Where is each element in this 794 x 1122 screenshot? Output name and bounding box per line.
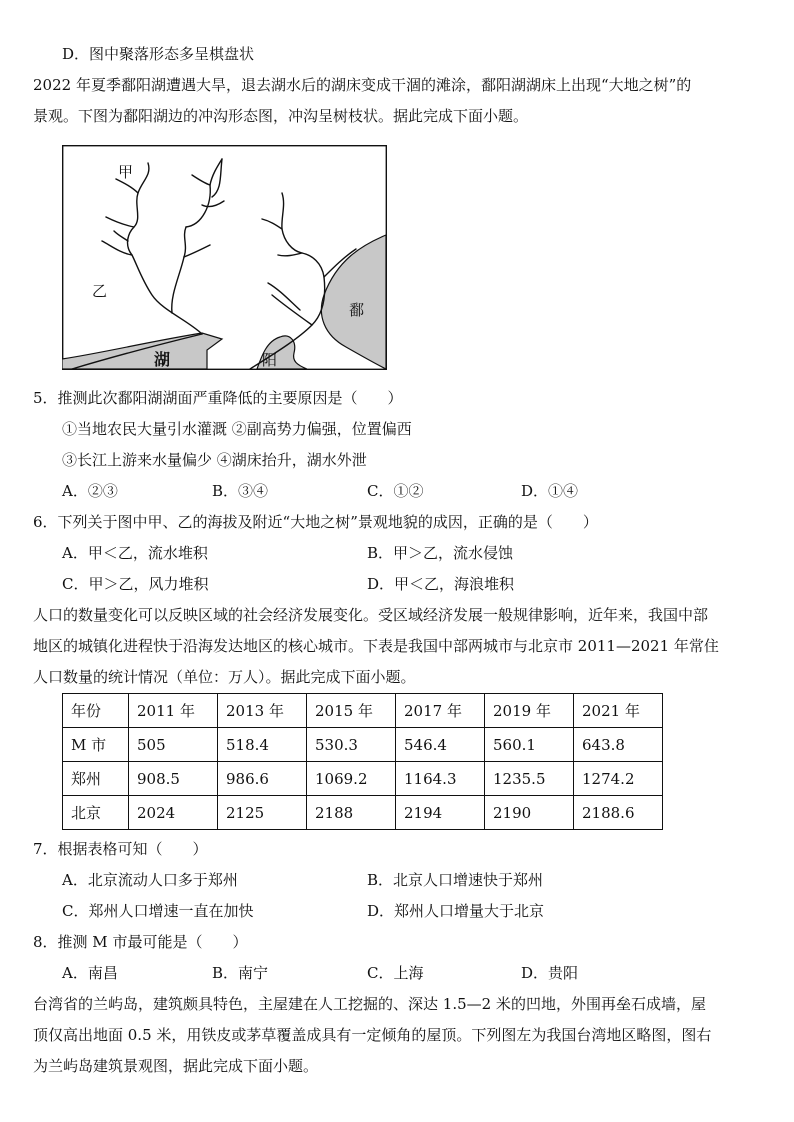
map-label-yi: 乙: [92, 282, 108, 300]
table-cell: 643.8: [574, 728, 663, 762]
table-cell: 2125: [218, 796, 307, 830]
q6-option-a[interactable]: A．甲＜乙，流水堆积: [62, 544, 208, 562]
passage-1-line-1: 2022 年夏季鄱阳湖遭遇大旱，退去湖水后的湖床变成干涸的滩涂，鄱阳湖湖床上出现“大地之树”的: [33, 76, 692, 94]
gully-map: [62, 145, 387, 370]
q7-option-d[interactable]: D．郑州人口增量大于北京: [367, 902, 545, 920]
map-label-hu: 湖: [154, 350, 171, 369]
population-table: [62, 693, 663, 830]
q7-option-c[interactable]: C．郑州人口增速一直在加快: [62, 902, 254, 920]
q8-option-a[interactable]: A．南昌: [62, 964, 118, 982]
question-6: 6．下列关于图中甲、乙的海拔及附近“大地之树”景观地貌的成因，正确的是（ ）: [33, 513, 598, 531]
map-label-jia: 甲: [118, 163, 134, 181]
map-label-yang: 阳: [262, 351, 278, 369]
passage-3-line-3: 为兰屿岛建筑景观图，据此完成下面小题。: [33, 1057, 319, 1075]
table-cell: 2190: [485, 796, 574, 830]
passage-2-line-1: 人口的数量变化可以反映区域的社会经济发展变化。受区域经济发展一般规律影响，近年来，我国中部: [33, 606, 709, 624]
q7-option-a[interactable]: A．北京流动人口多于郑州: [62, 871, 238, 889]
table-cell: 530.3: [307, 728, 396, 762]
question-5-statement-1: ①当地农民大量引水灌溉 ②副高势力偏强，位置偏西: [62, 420, 412, 438]
option-d-previous: D．图中聚落形态多呈棋盘状: [62, 45, 255, 63]
q5-option-b[interactable]: B．③④: [212, 482, 269, 500]
question-8: 8．推测 M 市最可能是（ ）: [33, 933, 248, 951]
passage-1-line-2: 景观。下图为鄱阳湖边的冲沟形态图，冲沟呈树枝状。据此完成下面小题。: [33, 107, 529, 125]
table-row: [63, 762, 663, 796]
table-cell: M 市: [63, 728, 129, 762]
passage-2-line-2: 地区的城镇化进程快于沿海发达地区的核心城市。下表是我国中部两城市与北京市 2011—2021 年常住: [33, 637, 719, 655]
table-header-cell: 2015 年: [307, 694, 396, 728]
table-cell: 北京: [63, 796, 129, 830]
table-header-cell: 2017 年: [396, 694, 485, 728]
q6-option-c[interactable]: C．甲＞乙，风力堆积: [62, 575, 209, 593]
table-header-cell: 年份: [63, 694, 129, 728]
table-header-cell: 2019 年: [485, 694, 574, 728]
table-cell: 560.1: [485, 728, 574, 762]
q6-option-b[interactable]: B．甲＞乙，流水侵蚀: [367, 544, 514, 562]
table-cell: 505: [129, 728, 218, 762]
q8-option-d[interactable]: D．贵阳: [521, 964, 579, 982]
table-cell: 1069.2: [307, 762, 396, 796]
table-cell: 1235.5: [485, 762, 574, 796]
question-5: 5．推测此次鄱阳湖湖面严重降低的主要原因是（ ）: [33, 389, 403, 407]
table-row: [63, 728, 663, 762]
table-cell: 986.6: [218, 762, 307, 796]
q6-option-d[interactable]: D．甲＜乙，海浪堆积: [367, 575, 515, 593]
table-cell: 1274.2: [574, 762, 663, 796]
passage-3-line-2: 顶仅高出地面 0.5 米，用铁皮或茅草覆盖成具有一定倾角的屋顶。下列图左为我国台湾地区略图，图右: [33, 1026, 712, 1044]
q8-option-b[interactable]: B．南宁: [212, 964, 269, 982]
table-cell: 2188.6: [574, 796, 663, 830]
table-header-cell: 2013 年: [218, 694, 307, 728]
passage-3-line-1: 台湾省的兰屿岛，建筑颇具特色，主屋建在人工挖掘的、深达 1.5—2 米的凹地，外围再垒石成墙，屋: [33, 995, 706, 1013]
table-header-cell: 2011 年: [129, 694, 218, 728]
table-row: [63, 796, 663, 830]
table-cell: 2024: [129, 796, 218, 830]
q8-option-c[interactable]: C．上海: [367, 964, 424, 982]
table-header-cell: 2021 年: [574, 694, 663, 728]
q5-option-d[interactable]: D．①④: [521, 482, 579, 500]
table-header-row: [63, 694, 663, 728]
map-label-po: 鄱: [349, 301, 365, 319]
table-cell: 郑州: [63, 762, 129, 796]
question-5-statement-2: ③长江上游来水量偏少 ④湖床抬升，湖水外泄: [62, 451, 367, 469]
table-cell: 546.4: [396, 728, 485, 762]
table-cell: 1164.3: [396, 762, 485, 796]
table-cell: 518.4: [218, 728, 307, 762]
question-7: 7．根据表格可知（ ）: [33, 840, 208, 858]
table-cell: 2188: [307, 796, 396, 830]
table-cell: 908.5: [129, 762, 218, 796]
q5-option-a[interactable]: A．②③: [62, 482, 118, 500]
q5-option-c[interactable]: C．①②: [367, 482, 424, 500]
table-cell: 2194: [396, 796, 485, 830]
passage-2-line-3: 人口数量的统计情况（单位：万人）。据此完成下面小题。: [33, 668, 416, 686]
q7-option-b[interactable]: B．北京人口增速快于郑州: [367, 871, 544, 889]
